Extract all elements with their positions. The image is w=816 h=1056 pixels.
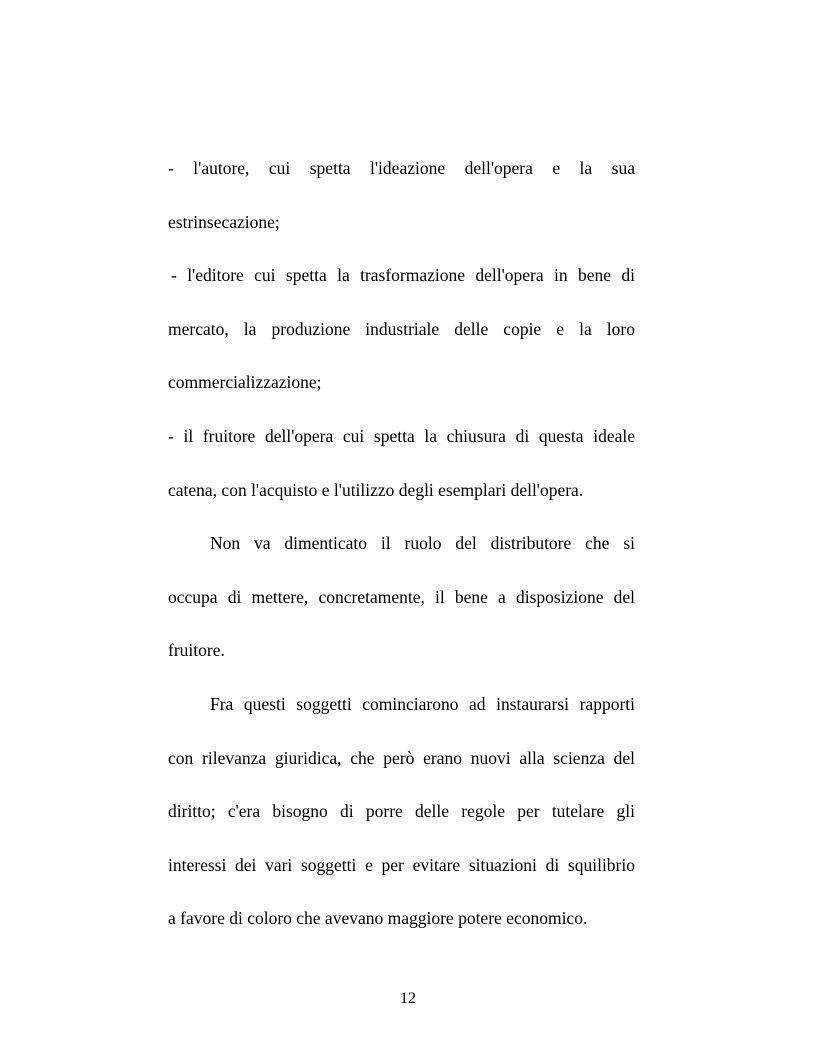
text-line: a favore di coloro che avevano maggiore potere economico. xyxy=(168,908,588,929)
document-body xyxy=(168,151,635,955)
text-line: occupa di mettere, concretamente, il bene a disposizione del xyxy=(168,586,635,607)
text-line: - l'autore, cui spetta l'ideazione dell'opera e la sua xyxy=(168,158,635,178)
text-line: fruitore. xyxy=(168,640,225,661)
text-line: - l'editore cui spetta la trasformazione dell'opera in bene di xyxy=(171,265,635,286)
page-number: 12 xyxy=(400,990,416,1007)
text-line: commercializzazione; xyxy=(168,372,322,393)
text-line: diritto; c'era bisogno di porre delle regole per tutelare gli xyxy=(168,801,635,822)
text-line: estrinsecazione; xyxy=(168,211,280,232)
text-line: Non va dimenticato il ruolo del distributore che si xyxy=(210,533,635,554)
text-line: - il fruitore dell'opera cui spetta la chiusura di questa ideale xyxy=(168,425,635,446)
text-line: interessi dei vari soggetti e per evitare situazioni di squilibrio xyxy=(168,854,635,875)
text-line: mercato, la produzione industriale delle copie e la loro xyxy=(168,318,635,339)
text-line: catena, con l'acquisto e l'utilizzo degli esemplari dell'opera. xyxy=(168,479,584,500)
text-line: Fra questi soggetti cominciarono ad instaurarsi rapporti xyxy=(210,693,635,714)
text-line: con rilevanza giuridica, che però erano nuovi alla scienza del xyxy=(168,747,635,768)
